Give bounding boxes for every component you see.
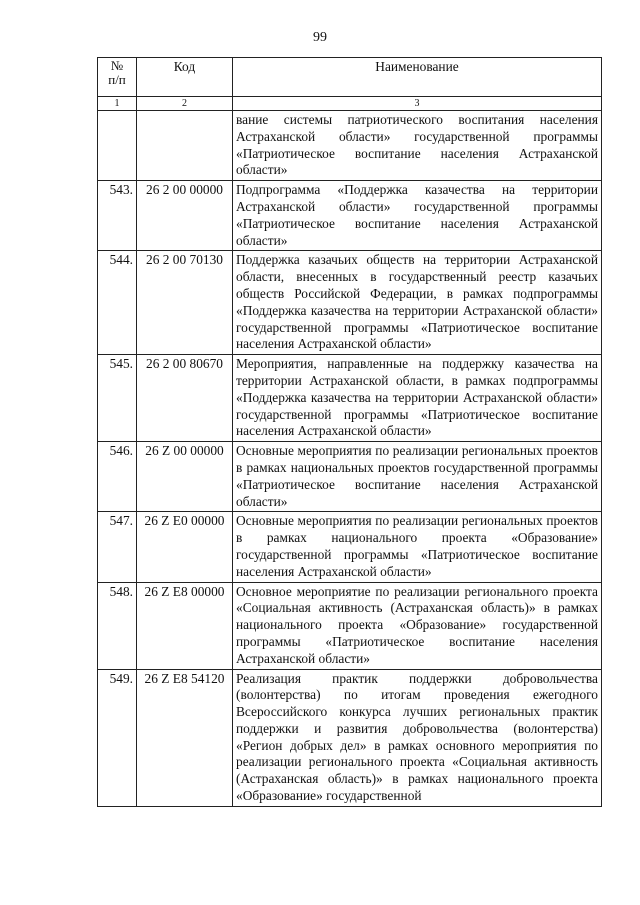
header-number-line1: № (110, 58, 124, 73)
row-code: 26 Z 00 00000 (137, 442, 233, 512)
codes-table (97, 57, 602, 807)
row-name: Основные мероприятия по реализации региональных проектов в рамках национального проекта «Образование» государственной программы «Патриотическое воспитание населения Астраханской области» (233, 512, 602, 582)
row-code: 26 Z E8 54120 (137, 669, 233, 806)
column-index: 3 (233, 97, 602, 111)
row-code: 26 2 00 80670 (137, 355, 233, 442)
row-code (137, 111, 233, 181)
row-number: 546. (98, 442, 137, 512)
column-index: 2 (137, 97, 233, 111)
row-name: Основное мероприятие по реализации регионального проекта «Социальная активность (Астраханская область)» в рамках национального проекта «Образование» государственной программы «Патриотическое воспитание населения Астраханской области» (233, 582, 602, 669)
row-code: 26 Z E8 00000 (137, 582, 233, 669)
row-number: 543. (98, 181, 137, 251)
row-code: 26 2 00 70130 (137, 251, 233, 355)
table-row (98, 669, 602, 806)
table-row (98, 582, 602, 669)
header-name: Наименование (233, 58, 602, 97)
header-number (98, 58, 137, 97)
header-code: Код (137, 58, 233, 97)
row-name: Мероприятия, направленные на поддержку казачества на территории Астраханской области, в рамках подпрограммы «Поддержка казачества на территории Астраханской области» государственной программы «Патриотическое воспитание населения Астраханской области» (233, 355, 602, 442)
header-number-line2: п/п (108, 72, 126, 87)
table-row (98, 442, 602, 512)
table-row (98, 512, 602, 582)
table-header-row (98, 58, 602, 97)
row-code: 26 2 00 00000 (137, 181, 233, 251)
table-row (98, 355, 602, 442)
column-index: 1 (98, 97, 137, 111)
row-number: 548. (98, 582, 137, 669)
column-index-row (98, 97, 602, 111)
row-number: 545. (98, 355, 137, 442)
row-name: Реализация практик поддержки добровольчества (волонтерства) по итогам проведения ежегодного Всероссийского конкурса лучших региональных практик поддержки и развития добровольчества (волонтерства) «Регион добрых дел» в рамках основного мероприятия по реализации регионального проекта «Социальная активность (Астраханская область)» в рамках национального проекта «Образование» государственной (233, 669, 602, 806)
page-number: 99 (313, 30, 327, 45)
row-name: Поддержка казачьих обществ на территории Астраханской области, внесенных в государственный реестр казачьих обществ Российской Федерации, в рамках подпрограммы «Поддержка казачества на территории Астраханской области» государственной программы «Патриотическое воспитание населения Астраханской области» (233, 251, 602, 355)
table-row (98, 181, 602, 251)
table-body (98, 111, 602, 807)
row-number: 547. (98, 512, 137, 582)
table-row (98, 111, 602, 181)
row-name: Подпрограмма «Поддержка казачества на территории Астраханской области» государственной программы «Патриотическое воспитание населения Астраханской области» (233, 181, 602, 251)
table-row (98, 251, 602, 355)
row-name: Основные мероприятия по реализации региональных проектов в рамках национальных проектов государственной программы «Патриотическое воспитание населения Астраханской области» (233, 442, 602, 512)
row-name: вание системы патриотического воспитания населения Астраханской области» государственной программы «Патриотическое воспитание населения Астраханской области» (233, 111, 602, 181)
row-code: 26 Z E0 00000 (137, 512, 233, 582)
row-number (98, 111, 137, 181)
row-number: 544. (98, 251, 137, 355)
row-number: 549. (98, 669, 137, 806)
